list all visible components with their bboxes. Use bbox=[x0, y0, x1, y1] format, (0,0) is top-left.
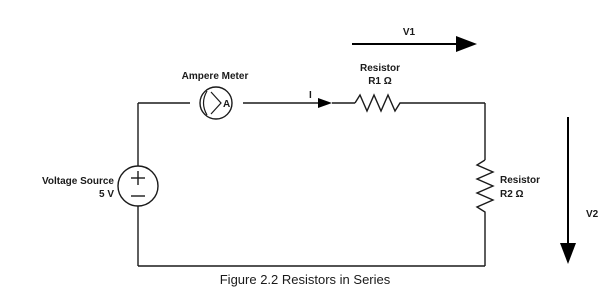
resistor-1-value: R1 Ω bbox=[368, 76, 392, 87]
voltage-source-label: Voltage Source bbox=[41, 176, 114, 187]
current-label: I bbox=[309, 90, 312, 101]
ammeter bbox=[182, 71, 249, 119]
v2-indicator bbox=[560, 117, 599, 264]
resistor-1 bbox=[355, 63, 405, 111]
v2-arrow-icon bbox=[560, 243, 576, 264]
v1-arrow-icon bbox=[456, 36, 477, 52]
ammeter-label: Ampere Meter bbox=[181, 71, 249, 82]
v2-label: V2 bbox=[586, 209, 599, 220]
resistor-2-value: R2 Ω bbox=[500, 189, 524, 200]
v1-label: V1 bbox=[402, 27, 416, 38]
resistor-2 bbox=[477, 160, 540, 215]
circuit-wires bbox=[138, 103, 485, 266]
ammeter-symbol: A bbox=[223, 99, 231, 110]
figure-caption: Figure 2.2 Resistors in Series bbox=[219, 272, 391, 287]
v1-indicator bbox=[352, 27, 477, 52]
resistor-1-zigzag bbox=[355, 95, 405, 111]
current-arrow-icon bbox=[318, 98, 332, 108]
current-indicator bbox=[309, 90, 332, 108]
resistor-2-zigzag bbox=[477, 160, 493, 215]
resistor-2-label: Resistor bbox=[500, 175, 541, 186]
voltage-source bbox=[42, 166, 158, 206]
resistor-1-label: Resistor bbox=[359, 63, 401, 74]
voltage-source-value: 5 V bbox=[98, 189, 114, 200]
